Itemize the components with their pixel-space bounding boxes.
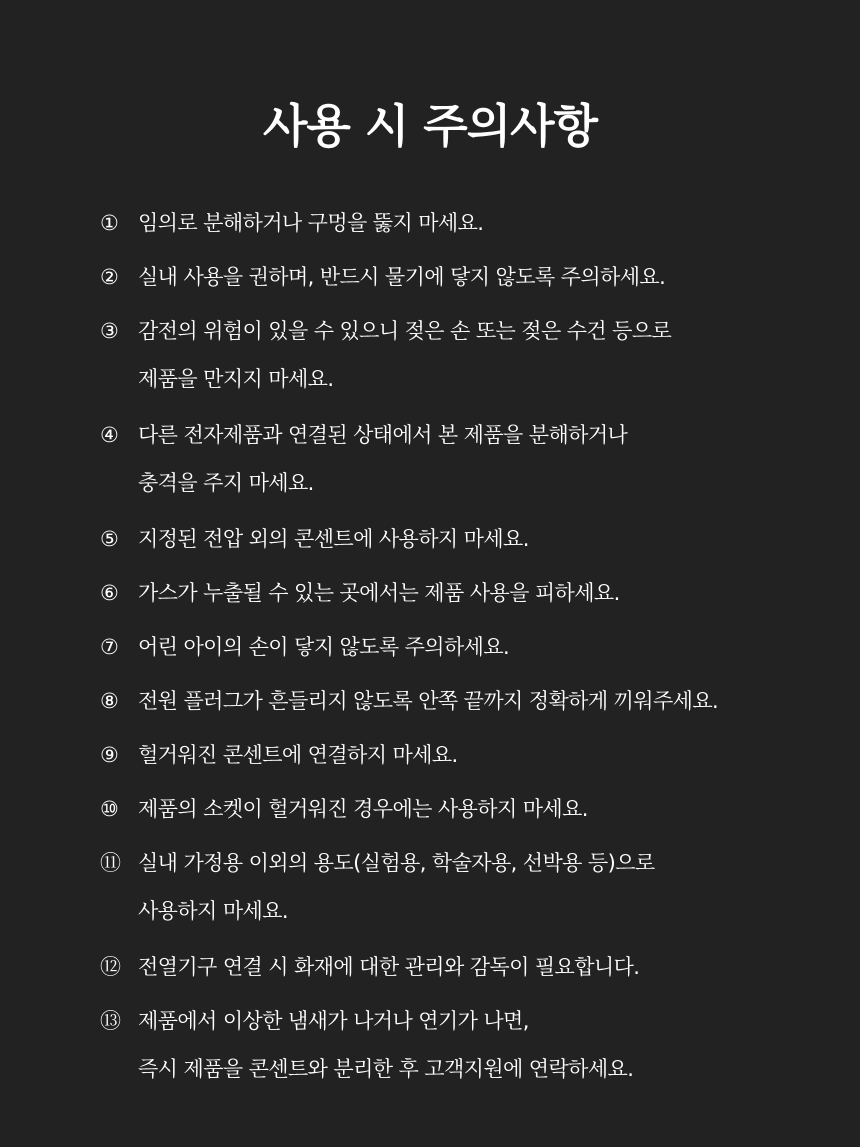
caution-item xyxy=(100,738,800,772)
caution-item xyxy=(100,418,800,500)
caution-item xyxy=(100,950,800,984)
item-number: ⑬ xyxy=(100,1009,121,1033)
item-number: ⑥ xyxy=(100,581,119,605)
item-text-line: 지정된 전압 외의 콘센트에 사용하지 마세요. xyxy=(138,527,529,551)
item-text-line: 실내 가정용 이외의 용도(실험용, 학술자용, 선박용 등)으로 xyxy=(138,851,655,875)
caution-item xyxy=(100,1004,800,1086)
item-text xyxy=(138,418,800,500)
caution-item xyxy=(100,314,800,396)
item-text-line: 전원 플러그가 흔들리지 않도록 안쪽 끝까지 정확하게 끼워주세요. xyxy=(138,689,719,713)
caution-item xyxy=(100,846,800,928)
item-number: ⑨ xyxy=(100,743,119,767)
item-text-line: 제품에서 이상한 냄새가 나거나 연기가 나면, xyxy=(138,1009,529,1033)
item-text-line: 즉시 제품을 콘센트와 분리한 후 고객지원에 연락하세요. xyxy=(138,1057,634,1081)
item-text-line: 가스가 누출될 수 있는 곳에서는 제품 사용을 피하세요. xyxy=(138,581,620,605)
caution-item xyxy=(100,630,800,664)
item-text xyxy=(138,792,800,826)
item-text-line: 임의로 분해하거나 구멍을 뚫지 마세요. xyxy=(138,211,484,235)
item-text-line: 실내 사용을 권하며, 반드시 물기에 닿지 않도록 주의하세요. xyxy=(138,265,666,289)
item-text xyxy=(138,684,800,718)
caution-item xyxy=(100,792,800,826)
item-text-line: 헐거워진 콘센트에 연결하지 마세요. xyxy=(138,743,458,767)
item-text-line: 감전의 위험이 있을 수 있으니 젖은 손 또는 젖은 수건 등으로 xyxy=(138,319,672,343)
item-number: ⑤ xyxy=(100,527,119,551)
item-text-line: 어린 아이의 손이 닿지 않도록 주의하세요. xyxy=(138,635,510,659)
page-title: 사용 시 주의사항 xyxy=(262,99,598,153)
caution-item xyxy=(100,576,800,610)
item-text-line: 충격을 주지 마세요. xyxy=(138,471,314,495)
item-number: ④ xyxy=(100,423,119,447)
item-number: ③ xyxy=(100,319,119,343)
caution-item xyxy=(100,522,800,556)
item-text xyxy=(138,522,800,556)
item-number: ⑦ xyxy=(100,635,119,659)
caution-item xyxy=(100,260,800,294)
item-text-line: 전열기구 연결 시 화재에 대한 관리와 감독이 필요합니다. xyxy=(138,955,640,979)
item-number: ⑫ xyxy=(100,955,121,979)
item-text xyxy=(138,314,800,396)
item-text-line: 다른 전자제품과 연결된 상태에서 본 제품을 분해하거나 xyxy=(138,423,628,447)
item-number: ② xyxy=(100,265,119,289)
item-text xyxy=(138,630,800,664)
item-number: ① xyxy=(100,211,119,235)
item-text xyxy=(138,1004,800,1086)
item-text xyxy=(138,206,800,240)
item-text-line: 제품의 소켓이 헐거워진 경우에는 사용하지 마세요. xyxy=(138,797,588,821)
item-text xyxy=(138,576,800,610)
item-text xyxy=(138,846,800,928)
item-text xyxy=(138,260,800,294)
item-text-line: 사용하지 마세요. xyxy=(138,899,288,923)
item-number: ⑧ xyxy=(100,689,119,713)
caution-item xyxy=(100,206,800,240)
item-number: ⑪ xyxy=(100,851,121,875)
caution-list xyxy=(100,206,800,1108)
item-text xyxy=(138,738,800,772)
item-text-line: 제품을 만지지 마세요. xyxy=(138,367,334,391)
item-text xyxy=(138,950,800,984)
item-number: ⑩ xyxy=(100,797,119,821)
caution-item xyxy=(100,684,800,718)
